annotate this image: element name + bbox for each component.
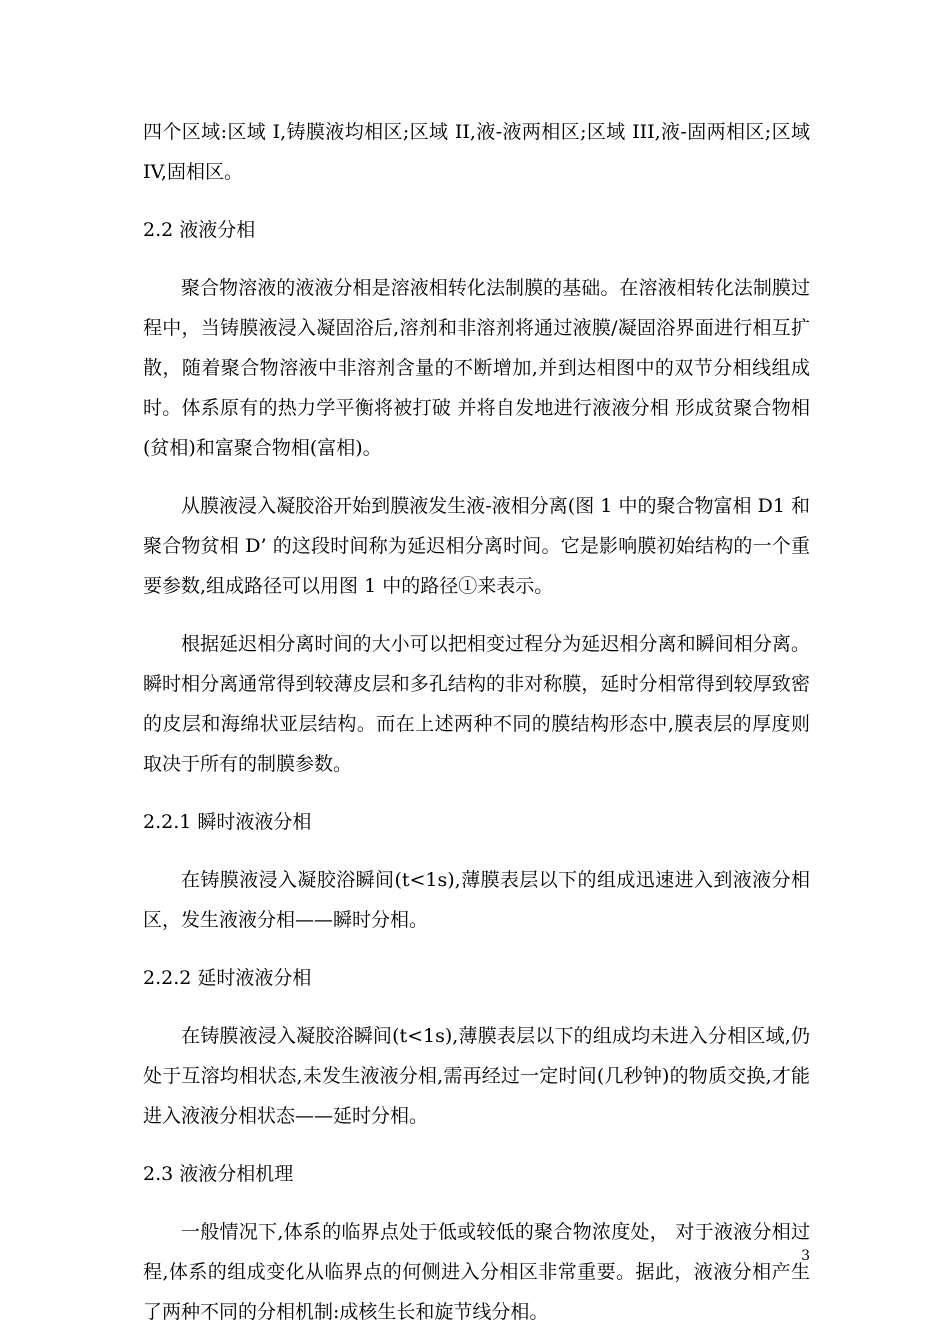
- paragraph-2-2-2: 在铸膜液浸入凝胶浴瞬间(t<1s),薄膜表层以下的组成均未进入分相区域,仍处于互溶均相状态,未发生液液分相,需再经过一定时间(几秒钟)的物质交换,才能进入液液分相状态——延时分相。: [143, 1025, 810, 1127]
- section-heading-2-3: 2.3 液液分相机理: [143, 1163, 294, 1185]
- page-number: 3: [801, 1248, 810, 1264]
- paragraph-2-2-a: 聚合物溶液的液液分相是溶液相转化法制膜的基础。在溶液相转化法制膜过程中，当铸膜液浸入凝固浴后,溶剂和非溶剂将通过液膜/凝固浴界面进行相互扩散，随着聚合物溶液中非溶剂含量的不断增加,并到达相图中的双节分相线组成时。体系原有的热力学平衡将被打破 并将自发地进行液液分相 形成贫聚合物相(贫相)和富聚合物相(富相)。: [143, 277, 810, 459]
- section-heading-2-2-2: 2.2.2 延时液液分相: [143, 967, 312, 989]
- paragraph-regions: 四个区域:区域 I,铸膜液均相区;区域 II,液-液两相区;区域 III,液-固两相区;区域 IV,固相区。: [143, 121, 810, 183]
- section-heading-2-2: 2.2 液液分相: [143, 219, 256, 241]
- paragraph-2-2-1: 在铸膜液浸入凝胶浴瞬间(t<1s),薄膜表层以下的组成迅速进入到液液分相区，发生液液分相——瞬时分相。: [143, 869, 810, 931]
- section-heading-2-2-1: 2.2.1 瞬时液液分相: [143, 811, 312, 833]
- page-body: [143, 112, 810, 1332]
- paragraph-2-3: 一般情况下,体系的临界点处于低或较低的聚合物浓度处， 对于液液分相过程,体系的组成变化从临界点的何侧进入分相区非常重要。据此，液液分相产生了两种不同的分相机制:成核生长和旋节线分相。: [143, 1221, 810, 1323]
- paragraph-2-2-c: 根据延迟相分离时间的大小可以把相变过程分为延迟相分离和瞬间相分离。瞬时相分离通常得到较薄皮层和多孔结构的非对称膜，延时分相常得到较厚致密的皮层和海绵状亚层结构。而在上述两种不同的膜结构形态中,膜表层的厚度则取决于所有的制膜参数。: [143, 633, 810, 775]
- paragraph-2-2-b: 从膜液浸入凝胶浴开始到膜液发生液-液相分离(图 1 中的聚合物富相 D1 和聚合物贫相 D’ 的这段时间称为延迟相分离时间。它是影响膜初始结构的一个重要参数,组成路径可以用图 1 中的路径①来表示。: [143, 495, 810, 597]
